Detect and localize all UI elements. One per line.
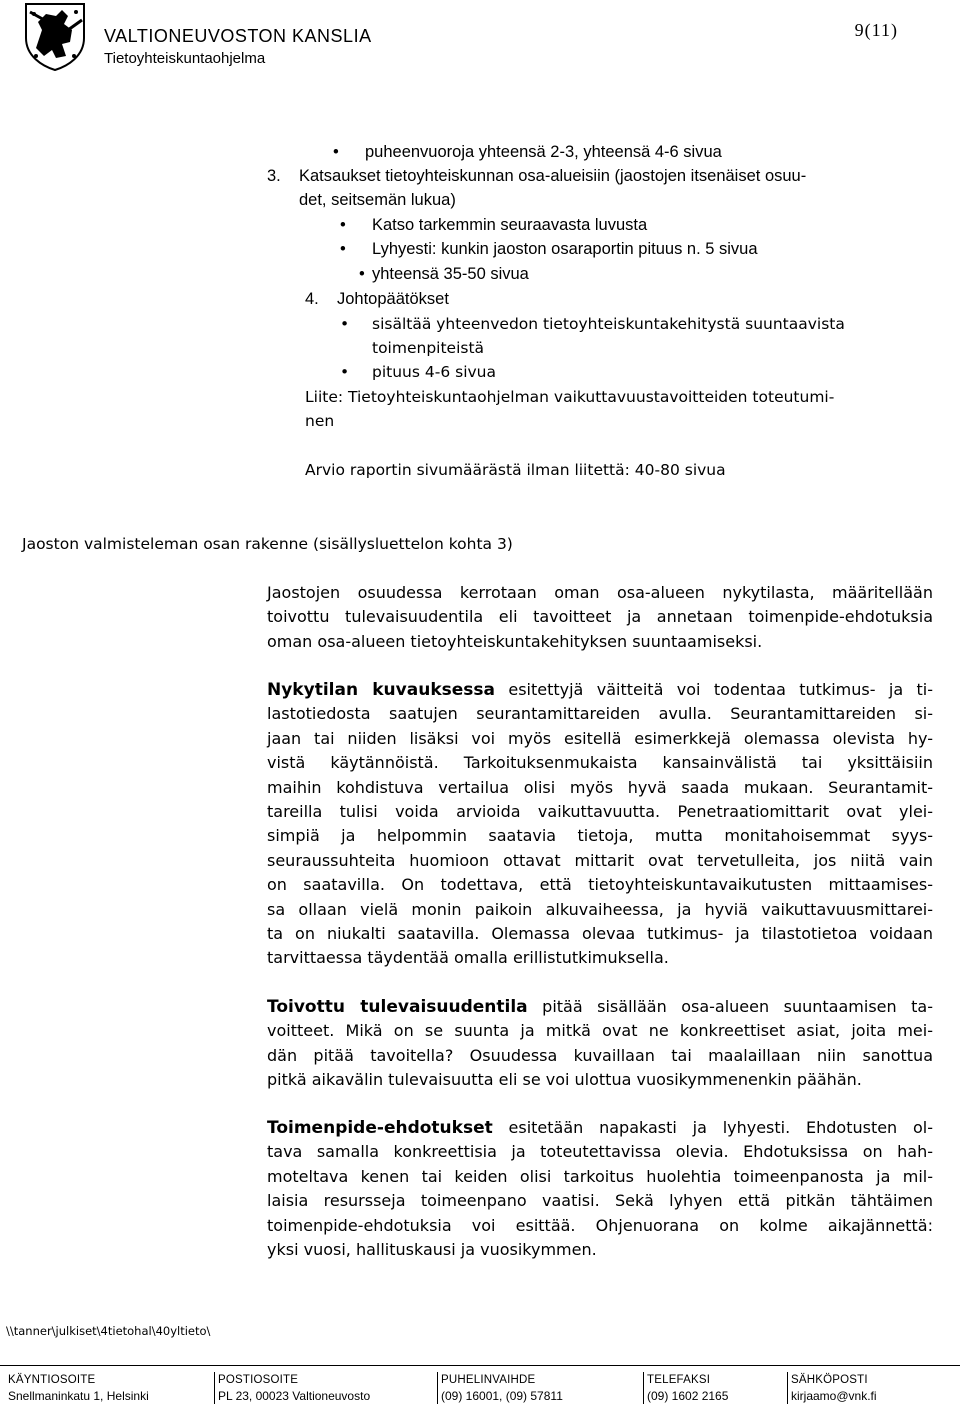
intro-paragraph <box>267 581 933 654</box>
paragraph-line: simpiä ja helpommin saatavia tietoja, mutta monitahoisemmat syys- <box>267 826 933 846</box>
paragraph-line: dän pitää tavoitella? Osuudessa kuvaillaan tai maalaillaan niin sanottua <box>267 1045 933 1065</box>
paragraph-line: oman osa-alueen tietoyhteiskuntakehityksen suuntaamiseksi. <box>267 631 763 651</box>
list-number: 4. <box>305 290 319 308</box>
paragraph-line: Nykytilan kuvauksessa esitettyjä väitteitä voi todentaa tutkimus- ja ti- <box>267 680 933 700</box>
section-heading: Jaoston valmisteleman osan rakenne (sisällysluettelon kohta 3) <box>22 535 513 553</box>
paragraph-line: Toimenpide-ehdotukset esitetään napakasti ja lyhyesti. Ehdotusten ol- <box>267 1118 933 1138</box>
future-state-paragraph <box>267 995 933 1093</box>
list-item: • yhteensä 35-50 sivua <box>372 262 529 287</box>
footer-label: SÄHKÖPOSTI <box>791 1374 868 1386</box>
paragraph-line: tava samalla konkreettisia ja toteutettavissa olevia. Ehdotuksissa on hah- <box>267 1142 933 1162</box>
organization-name: VALTIONEUVOSTON KANSLIA <box>104 26 372 46</box>
footer-email <box>787 1372 951 1404</box>
footer-value: (09) 16001, (09) 57811 <box>441 1389 563 1403</box>
paragraph-line: jaan tai niiden lisäksi voi myös esitellä esimerkkejä olemassa olevista hy- <box>267 728 933 748</box>
list-number: 3. <box>267 167 281 185</box>
file-path: \\tanner\julkiset\4tietohal\40yltieto\ <box>6 1324 211 1338</box>
list-item: toimenpiteistä <box>372 339 485 357</box>
list-item: • puheenvuoroja yhteensä 2-3, yhteensä 4-6 sivua <box>365 140 722 165</box>
footer-divider <box>0 1365 960 1366</box>
footer-switchboard <box>437 1372 631 1404</box>
footer-label: KÄYNTIOSOITE <box>8 1374 96 1386</box>
paragraph-line: ta on niukalti saatavilla. Olemassa olevaa tutkimus- ja tilastotietoa voidaan <box>267 924 933 944</box>
list-item: • Katso tarkemmin seuraavasta luvusta <box>372 213 647 238</box>
list-item: det, seitsemän lukua) <box>299 191 456 209</box>
paragraph-line: vistä käytännöistä. Tarkoituksenmukaista kansainvälistä tai yksittäisiin <box>267 753 933 773</box>
current-state-paragraph <box>267 678 933 971</box>
coat-of-arms-lion-icon <box>22 0 88 72</box>
footer-visiting-address <box>8 1372 208 1404</box>
paragraph-line: moteltava kenen tai keiden olisi tarkoitus huolehtia toimeenpanosta ja mil- <box>267 1166 933 1186</box>
paragraph-line: laisia resursseja toimeenpano vaatisi. Sekä lyhyen että pitkän tähtäimen <box>267 1191 933 1211</box>
paragraph-line: Toivottu tulevaisuudentila pitää sisällään osa-alueen suuntaamisen ta- <box>267 997 933 1017</box>
paragraph-line: yksi vuosi, hallituskausi ja vuosikymmen. <box>267 1240 597 1260</box>
paragraph-line: lastotiedosta saatujen seurantamittareiden avulla. Seurantamittareiden si- <box>267 704 933 724</box>
proposals-paragraph <box>267 1116 933 1262</box>
appendix-text: Liite: Tietoyhteiskuntaohjelman vaikuttavuustavoitteiden toteutumi- <box>305 388 835 406</box>
appendix-text: nen <box>305 412 335 430</box>
paragraph-line: Jaostojen osuudessa kerrotaan oman osa-alueen nykytilasta, määritellään <box>267 583 933 602</box>
footer-fax <box>643 1372 775 1404</box>
footer-value: PL 23, 00023 Valtioneuvosto <box>218 1389 371 1403</box>
footer-postal-address <box>214 1372 430 1404</box>
list-item: • Lyhyesti: kunkin jaoston osaraportin pituus n. 5 sivua <box>372 237 758 262</box>
page-estimate: Arvio raportin sivumäärästä ilman liitettä: 40-80 sivua <box>305 461 726 479</box>
footer-label: TELEFAKSI <box>647 1374 711 1386</box>
paragraph-line: tareilla tulisi voida arvioida vaikuttavuutta. Penetraatiomittarit ovat ylei- <box>267 802 933 822</box>
paragraph-lead: Nykytilan kuvauksessa <box>267 680 495 700</box>
paragraph-line: tarvittaessa täydentää omalla erillistutkimuksella. <box>267 948 669 968</box>
paragraph-line: maihin kohdistuva vertailua olisi myös hyvä saada mukaan. Seurantamit- <box>267 777 933 797</box>
paragraph-line: on saatavilla. On todettava, että tietoyhteiskuntavaikutusten mittaamises- <box>267 875 933 895</box>
list-item: • pituus 4-6 sivua <box>372 360 496 385</box>
list-item: • sisältää yhteenvedon tietoyhteiskuntakehitystä suuntaavista <box>372 312 845 337</box>
paragraph-line: toivottu tulevaisuudentila eli tavoitteet ja annetaan toimenpide-ehdotuksia <box>267 607 933 627</box>
paragraph-lead: Toivottu tulevaisuudentila <box>267 997 528 1017</box>
page-number: 9(11) <box>854 20 898 40</box>
footer-value: kirjaamo@vnk.fi <box>791 1389 877 1403</box>
footer-label: PUHELINVAIHDE <box>441 1374 536 1386</box>
list-item: Johtopäätökset <box>337 290 449 308</box>
footer-label: POSTIOSOITE <box>218 1374 299 1386</box>
paragraph-line: toimenpide-ehdotuksia voi esittää. Ohjenuorana on kolme aikajännettä: <box>267 1215 933 1235</box>
paragraph-lead: Toimenpide-ehdotukset <box>267 1118 493 1138</box>
department-name: Tietoyhteiskuntaohjelma <box>104 50 266 67</box>
paragraph-line: pitkä aikavälin tulevaisuutta eli se voi ulottua vuosikymmenenkin päähän. <box>267 1070 862 1090</box>
paragraph-line: sa ollaan vielä monin paikoin alkuvaiheessa, ja hyviä vaikuttavuusmittarei- <box>267 899 933 919</box>
footer-value: Snellmaninkatu 1, Helsinki <box>8 1389 149 1403</box>
paragraph-line: seuraussuhteita huomioon ottavat mittarit ovat tervetulleita, jos niitä vain <box>267 850 933 870</box>
paragraph-line: voitteet. Mikä on se suunta ja mitkä ovat ne konkreettiset asiat, joita mei- <box>267 1021 933 1041</box>
list-item: Katsaukset tietoyhteiskunnan osa-alueisiin (jaostojen itsenäiset osuu- <box>299 167 807 185</box>
footer-value: (09) 1602 2165 <box>647 1389 729 1403</box>
